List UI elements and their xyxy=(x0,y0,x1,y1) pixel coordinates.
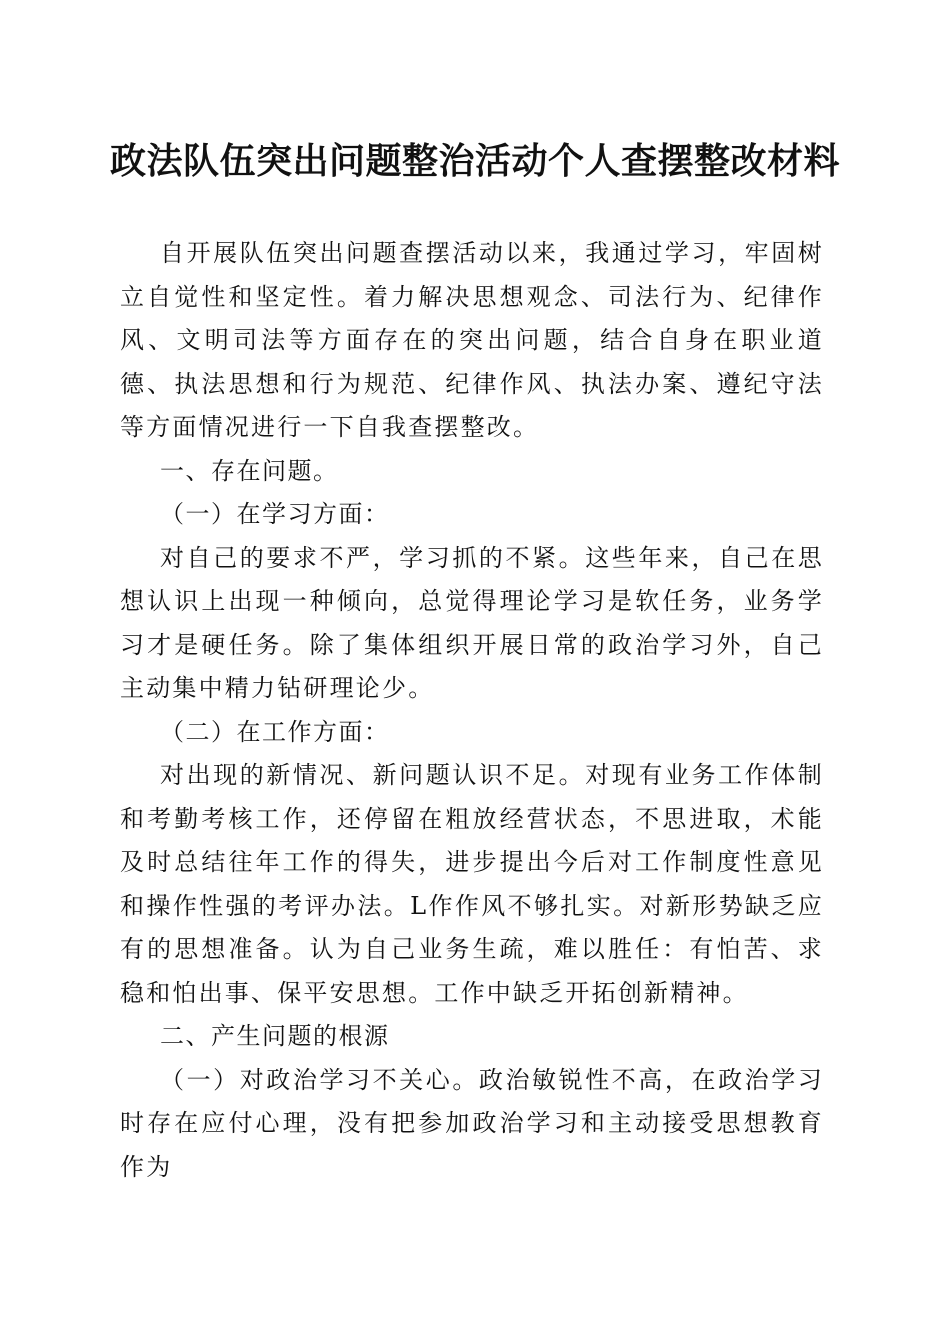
section-2-sub-1-paragraph xyxy=(120,1059,824,1190)
section-1-sub-2-heading: （二）在工作方面： xyxy=(160,717,390,746)
document-title: 政法队伍突出问题整治活动个人查摆整改材料 xyxy=(109,140,840,182)
section-1-sub-1-heading: （一）在学习方面： xyxy=(160,500,390,528)
section-1-heading: 一、存在问题。 xyxy=(160,456,339,485)
section-2-heading: 二、产生问题的根源 xyxy=(160,1022,390,1050)
intro-paragraph: 自开展队伍突出问题查摆活动以来，我通过学习，牢固树立自觉性和坚定性。着力解决思想观念、司法行为、纪律作风、文明司法等方面存在的突出问题，结合自身在职业道德、执法思想和行为规范、纪律作风、执法办案、遵纪守法等方面情况进行一下自我查摆整改。 xyxy=(120,239,824,441)
section-1-sub-2-paragraph: 对出现的新情况、新问题认识不足。对现有业务工作体制和考勤考核工作，还停留在粗放经营状态，不思进取，术能及时总结往年工作的得失，进步提出今后对工作制度性意见和操作性强的考评办法。L作作风不够扎实。对新形势缺乏应有的思想准备。认为自己业务生疏，难以胜任：有怕苦、求稳和怕出事、保平安思想。工作中缺乏开拓创新精神。 xyxy=(120,761,824,1007)
section-1-sub-1-paragraph: 对自己的要求不严，学习抓的不紧。这些年来，自己在思想认识上出现一种倾向，总觉得理论学习是软任务，业务学习才是硬任务。除了集体组织开展日常的政治学习外，自己主动集中精力钻研理论少。 xyxy=(120,543,824,702)
section-2-sub-1-text: 政治敏锐性不高，在政治学习时存在应付心理，没有把参加政治学习和主动接受思想教育作为 xyxy=(120,1065,824,1181)
section-2-sub-1-lead: （一）对政治学习不关心。 xyxy=(160,1065,479,1094)
document-body xyxy=(120,232,824,1189)
